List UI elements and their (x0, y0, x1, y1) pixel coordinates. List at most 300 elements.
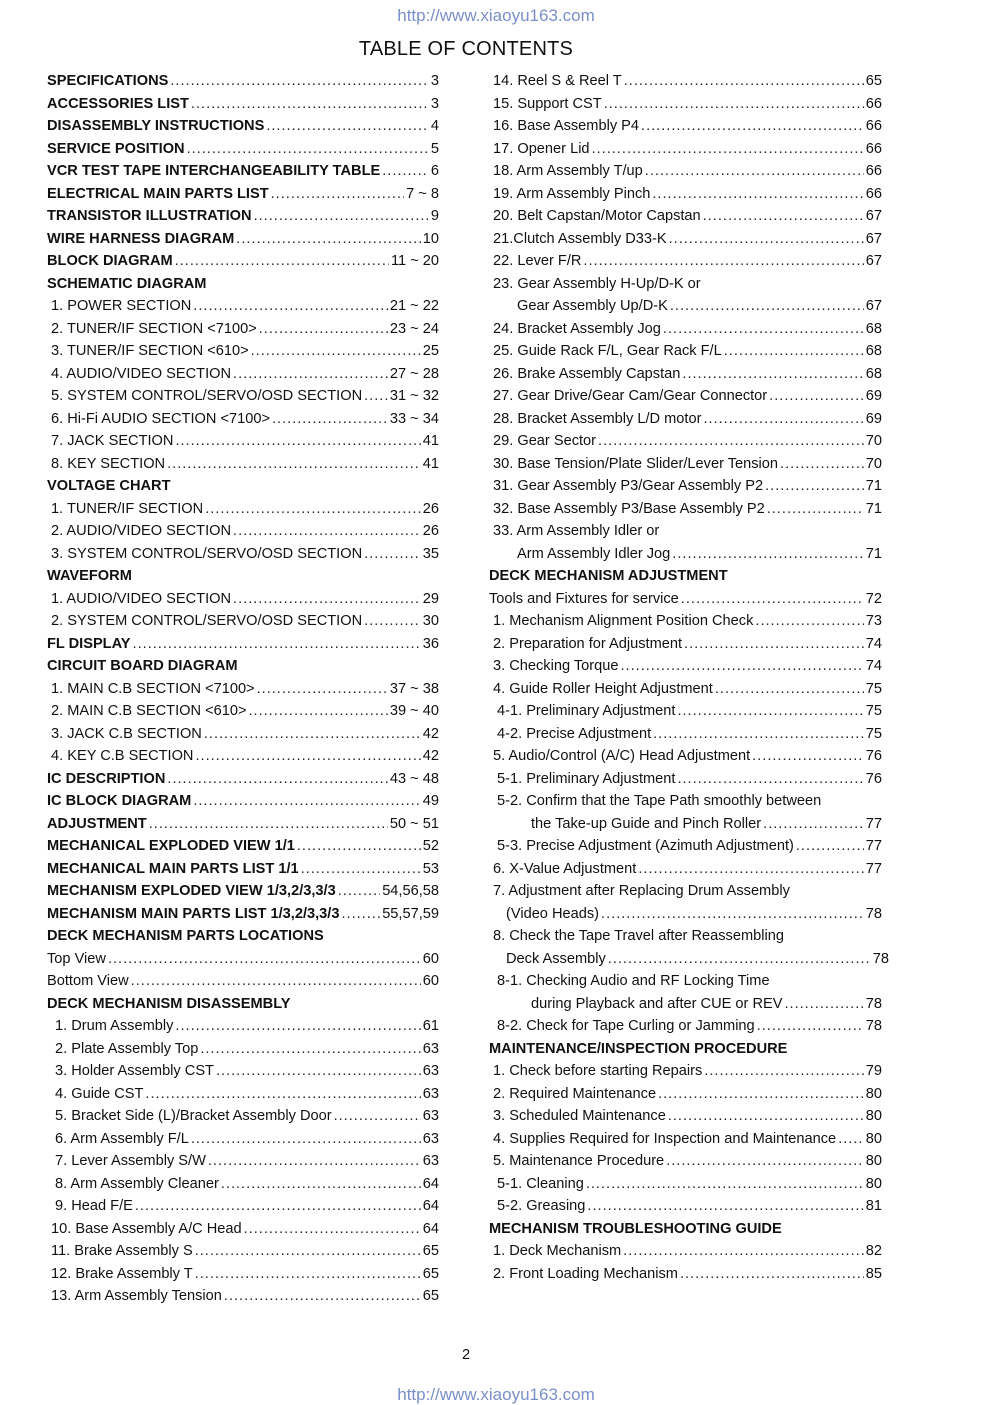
toc-entry-title: 13. Arm Assembly Tension (51, 1288, 222, 1304)
toc-entry-title: 2. SYSTEM CONTROL/SERVO/OSD SECTION (51, 613, 363, 629)
toc-entry (489, 250, 882, 273)
dot-leader (248, 700, 387, 723)
toc-entry-title: 8-1. Checking Audio and RF Locking Time (497, 973, 770, 989)
toc-entry-title: 5. SYSTEM CONTROL/SERVO/OSD SECTION (51, 388, 363, 404)
toc-entry-title: 5. Audio/Control (A/C) Head Adjustment (493, 748, 751, 764)
toc-entry-title: TRANSISTOR ILLUSTRATION (47, 208, 252, 224)
toc-entry-title: 7. JACK SECTION (51, 433, 174, 449)
dot-leader (170, 70, 429, 93)
toc-section-heading (47, 228, 439, 251)
toc-entry-title: SPECIFICATIONS (47, 73, 169, 89)
toc-entry-page: 42 (422, 748, 439, 764)
toc-entry-title: 2. Required Maintenance (493, 1085, 657, 1102)
toc-entry-page: 61 (422, 1018, 439, 1034)
toc-entry-title: 16. Base Assembly P4 (493, 118, 640, 134)
toc-entry (47, 610, 439, 633)
toc-entry-page: 77 (865, 815, 882, 832)
dot-leader (767, 498, 864, 521)
dot-leader (145, 1083, 420, 1106)
dot-leader (757, 1015, 864, 1038)
toc-entry-page: 41 (422, 433, 439, 449)
dot-leader (586, 1173, 864, 1196)
toc-entry-title: MECHANISM EXPLODED VIEW 1/3,2/3,3/3 (47, 883, 336, 899)
dot-leader (703, 408, 863, 431)
toc-entry-title: 2. Front Loading Mechanism (493, 1265, 678, 1282)
toc-entry-page: 71 (865, 545, 882, 562)
toc-entry-title: 19. Arm Assembly Pinch (493, 185, 651, 202)
dot-leader (668, 1105, 864, 1128)
toc-section-heading (47, 273, 439, 296)
toc-entry-title: Gear Assembly Up/D-K (517, 298, 668, 314)
toc-entry (47, 543, 439, 566)
toc-entry-title: DISASSEMBLY INSTRUCTIONS (47, 118, 265, 134)
toc-entry (489, 610, 882, 633)
toc-entry (47, 1173, 439, 1196)
toc-entry (489, 880, 882, 903)
toc-entry-title: VOLTAGE CHART (47, 478, 171, 494)
toc-entry-title: 20. Belt Capstan/Motor Capstan (493, 208, 701, 224)
dot-leader (670, 295, 864, 318)
dot-leader (167, 768, 388, 791)
toc-entry-page: 64 (422, 1198, 439, 1214)
toc-entry-page: 50 ~ 51 (389, 815, 439, 832)
toc-entry-page: 70 (865, 455, 882, 472)
toc-entry-page: 75 (865, 680, 882, 697)
toc-section-heading (489, 565, 882, 588)
toc-entry-title: SERVICE POSITION (47, 140, 185, 157)
toc-entry-title: 14. Reel S & Reel T (493, 73, 622, 89)
toc-entry-title: DECK MECHANISM DISASSEMBLY (47, 995, 291, 1012)
toc-entry-title: (Video Heads) (506, 905, 600, 922)
toc-entry-page: 66 (865, 185, 882, 202)
toc-entry-page: 26 (422, 523, 439, 539)
toc-entry-page: 41 (422, 455, 439, 472)
dot-leader (149, 813, 388, 836)
toc-entry-title: 2. AUDIO/VIDEO SECTION (51, 523, 232, 539)
toc-entry-page: 77 (865, 860, 882, 877)
toc-entry-title: 4. Guide Roller Height Adjustment (493, 680, 713, 697)
toc-entry-page: 26 (422, 500, 439, 517)
toc-entry (489, 475, 882, 498)
toc-entry-title: 5-1. Preliminary Adjustment (497, 770, 676, 787)
toc-entry-title: CIRCUIT BOARD DIAGRAM (47, 658, 238, 674)
toc-entry (489, 858, 882, 881)
toc-entry (489, 408, 882, 431)
toc-entry (489, 790, 882, 813)
toc-entry (47, 588, 439, 611)
toc-entry-page: 6 (430, 163, 439, 179)
dot-leader (205, 498, 421, 521)
dot-leader (653, 723, 864, 746)
dot-leader (669, 228, 864, 251)
dot-leader (131, 970, 421, 993)
toc-entry-title: 5-2. Greasing (497, 1198, 586, 1214)
toc-section-heading (489, 1038, 882, 1061)
toc-entry (489, 295, 882, 318)
toc-entry (47, 1285, 439, 1308)
toc-entry-title: BLOCK DIAGRAM (47, 253, 173, 269)
dot-leader (208, 1150, 421, 1173)
toc-entry-page: 37 ~ 38 (389, 680, 439, 697)
toc-entry (47, 318, 439, 341)
toc-section-heading (47, 250, 439, 273)
toc-entry-page: 77 (865, 838, 882, 854)
toc-entry-title: 28. Bracket Assembly L/D motor (493, 410, 702, 427)
toc-entry-page: 36 (422, 635, 439, 652)
toc-left-column (47, 70, 439, 1308)
toc-entry (489, 1150, 882, 1173)
toc-section-heading (47, 205, 439, 228)
toc-entry-page: 60 (422, 950, 439, 967)
toc-entry-page: 63 (422, 1063, 439, 1079)
dot-leader (645, 160, 864, 183)
toc-entry-title: 31. Gear Assembly P3/Gear Assembly P2 (493, 478, 764, 494)
toc-entry (489, 1263, 882, 1286)
dot-leader (341, 903, 380, 926)
toc-entry-page: 80 (865, 1153, 882, 1169)
toc-entry (489, 498, 882, 521)
toc-entry-title: 4. AUDIO/VIDEO SECTION (51, 365, 232, 382)
dot-leader (175, 1015, 420, 1038)
toc-entry-page: 54,56,58 (382, 883, 439, 899)
dot-leader (364, 385, 388, 408)
toc-entry-title: FL DISPLAY (47, 635, 131, 652)
toc-entry-title: VCR TEST TAPE INTERCHANGEABILITY TABLE (47, 163, 381, 179)
toc-entry-page: 71 (865, 500, 882, 517)
toc-entry-page: 65 (422, 1265, 439, 1282)
toc-entry (489, 835, 882, 858)
toc-entry-title: 8. KEY SECTION (51, 455, 166, 472)
page-number: 2 (461, 1347, 471, 1363)
toc-entry-title: MAINTENANCE/INSPECTION PROCEDURE (489, 1040, 788, 1057)
toc-entry-title: 1. AUDIO/VIDEO SECTION (51, 590, 232, 607)
toc-section-heading (47, 565, 439, 588)
dot-leader (382, 160, 429, 183)
toc-entry-title: IC BLOCK DIAGRAM (47, 793, 192, 809)
toc-entry-title: Bottom View (47, 973, 129, 989)
toc-entry (489, 318, 882, 341)
toc-entry-page: 68 (865, 320, 882, 337)
dot-leader (838, 1128, 864, 1151)
toc-section-heading (47, 160, 439, 183)
toc-entry-page: 68 (865, 365, 882, 382)
toc-entry-title: 2. TUNER/IF SECTION <7100> (51, 320, 257, 337)
toc-entry-title: 3. Checking Torque (493, 658, 619, 674)
toc-entry-page: 63 (422, 1085, 439, 1102)
toc-entry-page: 78 (872, 950, 889, 967)
toc-entry-title: 24. Bracket Assembly Jog (493, 320, 661, 337)
toc-entry-page: 71 (865, 478, 882, 494)
dot-leader (133, 633, 421, 656)
toc-entry-title: 1. Deck Mechanism (493, 1243, 622, 1259)
toc-entry-page: 67 (865, 208, 882, 224)
toc-entry-title: 2. Preparation for Adjustment (493, 635, 683, 652)
toc-entry (489, 655, 882, 678)
toc-entry-page: 52 (422, 838, 439, 854)
toc-entry-page: 63 (422, 1040, 439, 1057)
toc-entry (47, 408, 439, 431)
dot-leader (254, 205, 429, 228)
toc-entry (47, 1083, 439, 1106)
toc-entry (489, 1105, 882, 1128)
toc-entry (489, 1128, 882, 1151)
toc-entry-title: 4. Guide CST (55, 1085, 144, 1102)
toc-section-heading (47, 655, 439, 678)
dot-leader (624, 70, 864, 93)
toc-entry-title: 3. Holder Assembly CST (55, 1063, 214, 1079)
toc-entry-page: 5 (430, 140, 439, 157)
toc-entry-title: IC DESCRIPTION (47, 770, 166, 787)
dot-leader (193, 295, 388, 318)
dot-leader (796, 835, 864, 858)
toc-entry (489, 70, 882, 93)
toc-entry-title: 3. SYSTEM CONTROL/SERVO/OSD SECTION (51, 545, 363, 562)
toc-entry (489, 228, 882, 251)
toc-entry (47, 1128, 439, 1151)
toc-entry-title: WAVEFORM (47, 568, 132, 584)
toc-entry-page: 35 (422, 545, 439, 562)
toc-entry (489, 588, 882, 611)
dot-leader (233, 363, 388, 386)
dot-leader (769, 385, 864, 408)
toc-section-heading (47, 183, 439, 206)
toc-section-heading (47, 790, 439, 813)
toc-entry (47, 340, 439, 363)
toc-entry (47, 453, 439, 476)
toc-entry-title: 22. Lever F/R (493, 253, 582, 269)
toc-entry-title: 26. Brake Assembly Capstan (493, 365, 681, 382)
toc-entry (489, 1240, 882, 1263)
dot-leader (682, 363, 863, 386)
toc-entry-title: 25. Guide Rack F/L, Gear Rack F/L (493, 343, 722, 359)
toc-entry-title: DECK MECHANISM PARTS LOCATIONS (47, 928, 324, 944)
toc-entry (489, 768, 882, 791)
toc-section-heading (47, 115, 439, 138)
toc-entry-page: 66 (865, 163, 882, 179)
toc-entry (47, 1218, 439, 1241)
dot-leader (623, 1240, 864, 1263)
toc-section-heading (489, 1218, 882, 1241)
toc-entry-page: 11 ~ 20 (390, 253, 439, 269)
dot-leader (167, 453, 421, 476)
toc-entry-title: 1. Drum Assembly (55, 1018, 174, 1034)
toc-entry (489, 813, 882, 836)
toc-section-heading (47, 903, 439, 926)
dot-leader (175, 430, 420, 453)
dot-leader (266, 115, 429, 138)
header-url-link[interactable]: http://www.xiaoyu163.com (397, 6, 595, 25)
toc-section-heading (47, 925, 439, 948)
toc-entry-page: 76 (865, 748, 882, 764)
toc-entry-page: 73 (865, 613, 882, 629)
footer-url-link[interactable]: http://www.xiaoyu163.com (397, 1385, 595, 1404)
toc-entry-title: 2. Plate Assembly Top (55, 1040, 199, 1057)
toc-entry-page: 39 ~ 40 (389, 703, 439, 719)
toc-entry (489, 633, 882, 656)
dot-leader (244, 1218, 421, 1241)
toc-entry (47, 1195, 439, 1218)
toc-entry-page: 10 (422, 230, 439, 247)
toc-entry (489, 430, 882, 453)
toc-entry (47, 745, 439, 768)
toc-entry-page: 74 (865, 635, 882, 652)
toc-entry-title: MECHANICAL EXPLODED VIEW 1/1 (47, 838, 295, 854)
toc-entry (489, 948, 889, 971)
dot-leader (638, 858, 863, 881)
toc-entry (47, 723, 439, 746)
dot-leader (755, 610, 863, 633)
toc-entry-page: 55,57,59 (382, 905, 439, 922)
toc-entry-title: Top View (47, 950, 106, 967)
toc-entry (489, 1083, 882, 1106)
toc-entry (489, 1060, 882, 1083)
dot-leader (271, 183, 405, 206)
toc-entry-page: 49 (422, 793, 439, 809)
toc-entry-page: 63 (422, 1153, 439, 1169)
page-title: TABLE OF CONTENTS (358, 38, 574, 60)
toc-entry-page: 3 (430, 95, 439, 112)
toc-entry-page: 79 (865, 1063, 882, 1079)
toc-entry-title: 4. Supplies Required for Inspection and Maintenance (493, 1130, 837, 1147)
toc-entry-title: 12. Brake Assembly T (51, 1265, 193, 1282)
toc-entry (489, 970, 882, 993)
toc-entry-page: 75 (865, 703, 882, 719)
toc-entry-title: 21.Clutch Assembly D33-K (493, 230, 667, 247)
toc-entry-title: MECHANISM MAIN PARTS LIST 1/3,2/3,3/3 (47, 905, 340, 922)
dot-leader (784, 993, 863, 1016)
dot-leader (338, 880, 380, 903)
toc-entry (47, 1060, 439, 1083)
toc-entry (47, 948, 439, 971)
toc-entry-title: SCHEMATIC DIAGRAM (47, 275, 207, 292)
dot-leader (221, 1173, 421, 1196)
toc-entry-title: 7. Lever Assembly S/W (55, 1153, 206, 1169)
toc-entry-title: 4-1. Preliminary Adjustment (497, 703, 676, 719)
dot-leader (703, 205, 864, 228)
toc-section-heading (47, 633, 439, 656)
toc-entry-page: 80 (865, 1085, 882, 1102)
dot-leader (587, 1195, 863, 1218)
toc-entry (47, 498, 439, 521)
toc-entry-page: 60 (422, 973, 439, 989)
toc-entry (489, 700, 882, 723)
toc-entry-page: 9 (430, 208, 439, 224)
toc-entry-title: 3. JACK C.B SECTION (51, 725, 202, 742)
toc-entry-page: 21 ~ 22 (389, 298, 439, 314)
toc-entry (489, 678, 882, 701)
toc-entry-title: 8. Check the Tape Travel after Reassembling (493, 928, 784, 944)
toc-entry-page: 72 (865, 590, 882, 607)
toc-entry-title: 32. Base Assembly P3/Base Assembly P2 (493, 500, 765, 517)
toc-entry-page: 33 ~ 34 (389, 410, 439, 427)
toc-entry-page: 4 (430, 118, 439, 134)
toc-entry-title: 2. MAIN C.B SECTION <610> (51, 703, 247, 719)
dot-leader (684, 633, 864, 656)
dot-leader (666, 1150, 864, 1173)
dot-leader (259, 318, 388, 341)
toc-entry (489, 138, 882, 161)
toc-entry-page: 53 (422, 860, 439, 877)
dot-leader (195, 1263, 421, 1286)
dot-leader (641, 115, 864, 138)
toc-entry-page: 85 (865, 1265, 882, 1282)
toc-entry-title: MECHANICAL MAIN PARTS LIST 1/1 (47, 860, 299, 877)
dot-leader (193, 790, 420, 813)
toc-entry-page: 29 (422, 590, 439, 607)
toc-section-heading (47, 768, 439, 791)
toc-entry (47, 1240, 439, 1263)
dot-leader (780, 453, 864, 476)
toc-entry-title: 3. Scheduled Maintenance (493, 1108, 666, 1124)
toc-section-heading (47, 858, 439, 881)
toc-entry-page: 23 ~ 24 (389, 320, 439, 337)
toc-entry-title: 27. Gear Drive/Gear Cam/Gear Connector (493, 388, 768, 404)
toc-section-heading (47, 93, 439, 116)
toc-entry-title: 1. TUNER/IF SECTION (51, 500, 204, 517)
toc-entry (47, 678, 439, 701)
toc-entry (47, 430, 439, 453)
dot-leader (108, 948, 421, 971)
dot-leader (658, 1083, 864, 1106)
dot-leader (135, 1195, 421, 1218)
toc-entry (489, 1173, 882, 1196)
toc-entry (47, 1015, 439, 1038)
dot-leader (216, 1060, 421, 1083)
toc-entry-title: 7. Adjustment after Replacing Drum Assembly (493, 883, 790, 899)
toc-entry-page: 75 (865, 725, 882, 742)
toc-entry (47, 1105, 439, 1128)
toc-entry-title: 33. Arm Assembly Idler or (493, 523, 660, 539)
toc-entry (47, 970, 439, 993)
toc-entry-page: 25 (422, 343, 439, 359)
toc-entry-page: 68 (865, 343, 882, 359)
toc-entry-title: 1. MAIN C.B SECTION <7100> (51, 680, 255, 697)
toc-entry (47, 520, 439, 543)
dot-leader (175, 250, 389, 273)
toc-entry-title: 15. Support CST (493, 95, 602, 112)
toc-entry (489, 273, 882, 296)
toc-entry-page: 63 (422, 1130, 439, 1147)
toc-entry-page: 27 ~ 28 (389, 365, 439, 382)
toc-entry (47, 700, 439, 723)
toc-entry-page: 64 (422, 1220, 439, 1237)
toc-section-heading (47, 475, 439, 498)
toc-entry-page: 74 (865, 658, 882, 674)
dot-leader (608, 948, 871, 971)
toc-entry-title: 4. KEY C.B SECTION (51, 748, 194, 764)
toc-entry-title: 17. Opener Lid (493, 140, 590, 157)
toc-entry-page: 66 (865, 95, 882, 112)
dot-leader (233, 588, 421, 611)
toc-entry-title: 3. TUNER/IF SECTION <610> (51, 343, 249, 359)
dot-leader (251, 340, 421, 363)
dot-leader (681, 588, 864, 611)
dot-leader (763, 813, 864, 836)
toc-entry-title: 30. Base Tension/Plate Slider/Lever Tension (493, 455, 779, 472)
toc-entry-title: 6. X-Value Adjustment (493, 860, 637, 877)
toc-entry-page: 65 (865, 73, 882, 89)
dot-leader (233, 520, 421, 543)
toc-entry (47, 295, 439, 318)
dot-leader (680, 1263, 864, 1286)
toc-entry-title: ADJUSTMENT (47, 815, 147, 832)
toc-entry-title: 29. Gear Sector (493, 433, 597, 449)
toc-entry-page: 67 (865, 230, 882, 247)
toc-entry-page: 70 (865, 433, 882, 449)
toc-entry-title: ACCESSORIES LIST (47, 95, 189, 112)
toc-entry-page: 64 (422, 1175, 439, 1192)
dot-leader (334, 1105, 421, 1128)
